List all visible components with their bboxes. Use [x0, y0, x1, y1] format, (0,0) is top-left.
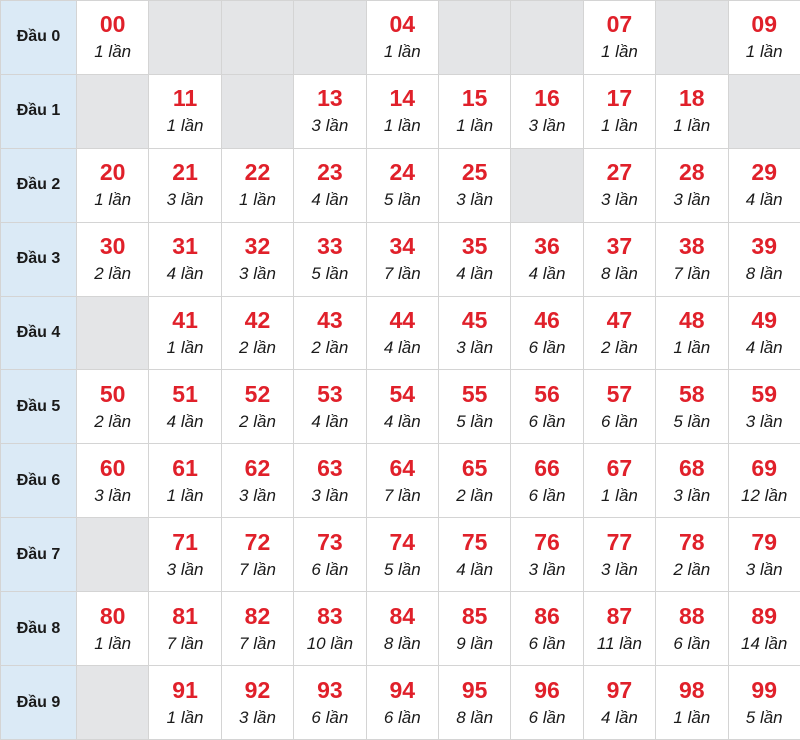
row-header: Đầu 0: [1, 1, 77, 75]
lottery-number: 27: [606, 159, 633, 186]
occurrence-count: 4 lần: [600, 707, 638, 727]
occurrence-count: 1 lần: [673, 338, 711, 357]
lottery-number: 34: [389, 233, 416, 260]
lottery-number: 41: [172, 307, 198, 333]
number-cell: [294, 74, 366, 148]
lottery-number: 61: [172, 454, 198, 481]
occurrence-count: 3 lần: [239, 485, 276, 505]
number-cell: [583, 518, 655, 592]
number-cell: [294, 444, 366, 518]
number-cell: [294, 370, 366, 444]
occurrence-count: 8 lần: [745, 264, 783, 284]
occurrence-count: 4 lần: [745, 190, 783, 210]
number-cell: [366, 518, 438, 592]
number-cell: [656, 74, 728, 148]
number-cell: [511, 296, 583, 370]
empty-cell: [438, 1, 510, 75]
lottery-number: 97: [606, 676, 633, 703]
occurrence-count: 3 lần: [239, 264, 276, 284]
number-cell: [583, 74, 655, 148]
occurrence-count: 8 lần: [456, 707, 494, 727]
lottery-number: 98: [679, 676, 705, 703]
lottery-number: 28: [679, 159, 705, 186]
occurrence-count: 4 lần: [383, 338, 421, 357]
lottery-number: 04: [389, 11, 416, 38]
lottery-number: 68: [679, 454, 705, 481]
row-header: Đầu 5: [1, 370, 77, 444]
row-header: Đầu 3: [1, 222, 77, 296]
number-cell: [511, 518, 583, 592]
occurrence-count: 2 lần: [94, 411, 132, 431]
lottery-number: 58: [679, 380, 705, 407]
number-cell: [728, 222, 800, 296]
occurrence-count: 3 lần: [673, 190, 711, 210]
number-cell: [511, 222, 583, 296]
lottery-number: 51: [172, 380, 198, 407]
occurrence-count: 6 lần: [311, 559, 349, 579]
occurrence-count: 3 lần: [311, 485, 349, 505]
number-cell: [366, 444, 438, 518]
number-cell: [366, 296, 438, 370]
occurrence-count: 2 lần: [94, 264, 132, 284]
lottery-number: 66: [534, 454, 560, 481]
lottery-number: 21: [172, 159, 198, 186]
number-cell: [149, 592, 221, 666]
number-cell: [728, 592, 800, 666]
occurrence-count: 3 lần: [166, 559, 204, 579]
occurrence-count: 3 lần: [745, 411, 783, 431]
occurrence-count: 7 lần: [383, 264, 421, 284]
row-header: Đầu 7: [1, 518, 77, 592]
table-body: [1, 1, 800, 740]
occurrence-count: 6 lần: [528, 338, 566, 357]
lottery-number: 64: [389, 454, 416, 481]
lottery-number: 84: [389, 602, 416, 629]
row-header: Đầu 2: [1, 148, 77, 222]
occurrence-count: 1 lần: [94, 42, 132, 62]
table-row: [1, 148, 800, 222]
number-cell: [583, 296, 655, 370]
number-cell: [149, 444, 221, 518]
lottery-number: 57: [606, 380, 633, 407]
row-header: Đầu 1: [1, 74, 77, 148]
number-cell: [366, 370, 438, 444]
occurrence-count: 4 lần: [456, 559, 494, 579]
lottery-number: 99: [751, 676, 777, 703]
number-cell: [511, 592, 583, 666]
number-cell: [583, 222, 655, 296]
number-cell: [366, 74, 438, 148]
lottery-number: 36: [534, 233, 560, 260]
number-cell: [511, 444, 583, 518]
lottery-number: 94: [389, 676, 416, 703]
number-cell: [728, 296, 800, 370]
lottery-number: 63: [317, 454, 343, 481]
lottery-number: 82: [244, 602, 271, 629]
number-cell: [366, 1, 438, 75]
number-cell: [294, 296, 366, 370]
number-cell: [77, 370, 149, 444]
table-row: [1, 444, 800, 518]
lottery-number: 35: [461, 233, 488, 260]
occurrence-count: 1 lần: [745, 42, 783, 62]
occurrence-count: 4 lần: [456, 264, 494, 284]
lottery-number: 43: [317, 307, 343, 333]
number-cell: [77, 222, 149, 296]
number-cell: [294, 148, 366, 222]
lottery-number: 24: [389, 159, 416, 186]
lottery-number: 91: [172, 676, 198, 703]
lottery-number: 72: [244, 528, 271, 555]
number-cell: [221, 444, 293, 518]
occurrence-count: 5 lần: [383, 559, 421, 579]
row-header: Đầu 6: [1, 444, 77, 518]
occurrence-count: 10 lần: [306, 633, 354, 653]
lottery-number: 23: [317, 159, 343, 186]
number-cell: [583, 592, 655, 666]
occurrence-count: 1 lần: [673, 707, 711, 727]
occurrence-count: 1 lần: [94, 190, 132, 210]
lottery-number: 18: [679, 85, 705, 112]
number-cell: [438, 518, 510, 592]
occurrence-count: 1 lần: [673, 116, 711, 136]
table-row: [1, 222, 800, 296]
number-cell: [438, 148, 510, 222]
number-cell: [583, 370, 655, 444]
lottery-number: 67: [606, 454, 633, 481]
lottery-number: 07: [606, 11, 633, 38]
occurrence-count: 3 lần: [528, 559, 566, 579]
lottery-number: 92: [244, 676, 271, 703]
lottery-number: 39: [751, 233, 777, 260]
occurrence-count: 4 lần: [383, 411, 421, 431]
number-cell: [728, 370, 800, 444]
occurrence-count: 3 lần: [311, 116, 349, 136]
empty-cell: [149, 1, 221, 75]
lottery-number: 50: [99, 380, 126, 407]
table-row: [1, 370, 800, 444]
empty-cell: [511, 1, 583, 75]
occurrence-count: 4 lần: [166, 264, 204, 284]
empty-cell: [77, 666, 149, 740]
lottery-number: 31: [172, 233, 198, 260]
lottery-number: 32: [244, 233, 271, 260]
lottery-number: 93: [317, 676, 343, 703]
table-row: [1, 666, 800, 740]
occurrence-count: 4 lần: [311, 190, 349, 210]
lottery-number: 14: [389, 85, 416, 112]
empty-cell: [77, 518, 149, 592]
number-cell: [294, 666, 366, 740]
number-cell: [728, 518, 800, 592]
number-cell: [294, 518, 366, 592]
lottery-number: 16: [534, 85, 560, 112]
lottery-number: 74: [389, 528, 416, 555]
lottery-number: 69: [751, 454, 777, 481]
number-cell: [221, 370, 293, 444]
occurrence-count: 1 lần: [600, 116, 638, 136]
lottery-number: 45: [461, 307, 488, 333]
row-header: Đầu 9: [1, 666, 77, 740]
occurrence-count: 6 lần: [311, 707, 349, 727]
occurrence-count: 1 lần: [383, 116, 421, 136]
occurrence-count: 5 lần: [311, 264, 349, 284]
occurrence-count: 6 lần: [673, 633, 711, 653]
table-row: [1, 74, 800, 148]
occurrence-count: 11 lần: [596, 633, 642, 653]
number-cell: [438, 370, 510, 444]
number-cell: [149, 296, 221, 370]
number-cell: [511, 666, 583, 740]
number-cell: [366, 148, 438, 222]
lottery-number: 22: [244, 159, 271, 186]
number-cell: [511, 370, 583, 444]
number-cell: [583, 444, 655, 518]
lottery-number: 77: [606, 528, 633, 555]
number-cell: [149, 148, 221, 222]
lottery-number: 53: [317, 380, 343, 407]
lottery-number: 52: [244, 380, 271, 407]
number-cell: [656, 148, 728, 222]
occurrence-count: 3 lần: [673, 485, 711, 505]
lottery-number: 95: [461, 676, 488, 703]
number-cell: [149, 518, 221, 592]
occurrence-count: 3 lần: [94, 485, 132, 505]
occurrence-count: 1 lần: [239, 190, 276, 210]
number-cell: [294, 592, 366, 666]
number-cell: [728, 1, 800, 75]
lottery-number: 85: [461, 602, 488, 629]
occurrence-count: 2 lần: [600, 338, 638, 357]
occurrence-count: 7 lần: [239, 559, 276, 579]
number-cell: [149, 370, 221, 444]
number-cell: [656, 518, 728, 592]
lottery-number: 54: [389, 380, 416, 407]
occurrence-count: 3 lần: [745, 559, 783, 579]
number-cell: [77, 1, 149, 75]
occurrence-count: 1 lần: [600, 42, 638, 62]
lottery-number: 15: [461, 85, 488, 112]
occurrence-count: 1 lần: [166, 707, 204, 727]
occurrence-count: 4 lần: [166, 411, 204, 431]
lottery-number: 73: [317, 528, 343, 555]
occurrence-count: 6 lần: [528, 411, 566, 431]
lottery-number: 87: [606, 602, 633, 629]
table-row: [1, 592, 800, 666]
lottery-number: 96: [534, 676, 560, 703]
occurrence-count: 6 lần: [528, 633, 566, 653]
lottery-number: 37: [606, 233, 633, 260]
occurrence-count: 3 lần: [600, 559, 638, 579]
lottery-number: 25: [461, 159, 488, 186]
number-cell: [583, 148, 655, 222]
occurrence-count: 6 lần: [600, 411, 638, 431]
occurrence-count: 6 lần: [528, 707, 566, 727]
lottery-number: 42: [244, 307, 271, 333]
number-cell: [511, 74, 583, 148]
occurrence-count: 2 lần: [456, 485, 494, 505]
empty-cell: [511, 148, 583, 222]
lottery-number: 29: [751, 159, 777, 186]
occurrence-count: 5 lần: [456, 411, 494, 431]
number-cell: [149, 222, 221, 296]
occurrence-count: 3 lần: [239, 707, 276, 727]
lottery-number: 78: [679, 528, 705, 555]
empty-cell: [656, 1, 728, 75]
occurrence-count: 3 lần: [456, 190, 494, 210]
occurrence-count: 1 lần: [166, 485, 204, 505]
occurrence-count: 5 lần: [745, 707, 783, 727]
number-cell: [149, 74, 221, 148]
occurrence-count: 6 lần: [383, 707, 421, 727]
lottery-number: 17: [606, 85, 633, 112]
number-cell: [728, 666, 800, 740]
lottery-number: 83: [317, 602, 343, 629]
number-cell: [438, 296, 510, 370]
number-cell: [728, 444, 800, 518]
lottery-number: 09: [751, 11, 777, 38]
number-cell: [656, 444, 728, 518]
occurrence-count: 6 lần: [528, 485, 566, 505]
occurrence-count: 7 lần: [166, 633, 204, 653]
number-cell: [221, 148, 293, 222]
number-cell: [221, 666, 293, 740]
occurrence-count: 14 lần: [741, 633, 788, 653]
number-cell: [221, 296, 293, 370]
lottery-number: 88: [679, 602, 705, 629]
lottery-number: 76: [534, 528, 560, 555]
occurrence-count: 1 lần: [456, 116, 494, 136]
lottery-number: 00: [99, 11, 126, 38]
number-cell: [77, 444, 149, 518]
number-cell: [77, 148, 149, 222]
lottery-number: 33: [317, 233, 343, 260]
empty-cell: [77, 296, 149, 370]
number-cell: [728, 148, 800, 222]
occurrence-count: 1 lần: [166, 116, 204, 136]
number-cell: [583, 666, 655, 740]
empty-cell: [77, 74, 149, 148]
lottery-number: 71: [172, 528, 198, 555]
empty-cell: [221, 74, 293, 148]
number-cell: [656, 296, 728, 370]
number-cell: [438, 444, 510, 518]
number-cell: [656, 592, 728, 666]
lottery-number: 11: [172, 85, 198, 112]
number-cell: [77, 592, 149, 666]
lottery-number: 79: [751, 528, 777, 555]
occurrence-count: 1 lần: [166, 338, 204, 357]
lottery-number: 48: [679, 307, 705, 333]
number-cell: [438, 592, 510, 666]
occurrence-count: 8 lần: [600, 264, 638, 284]
row-header: Đầu 8: [1, 592, 77, 666]
occurrence-count: 3 lần: [600, 190, 638, 210]
lottery-number: 62: [244, 454, 271, 481]
lottery-number: 80: [99, 602, 126, 629]
occurrence-count: 2 lần: [239, 411, 276, 431]
occurrence-count: 12 lần: [741, 485, 788, 505]
lottery-number: 75: [461, 528, 488, 555]
number-cell: [656, 666, 728, 740]
number-cell: [221, 222, 293, 296]
number-cell: [294, 222, 366, 296]
lottery-number: 81: [172, 602, 198, 629]
table-row: [1, 1, 800, 75]
occurrence-count: 2 lần: [311, 338, 349, 357]
lottery-number: 60: [99, 454, 126, 481]
lottery-number: 56: [534, 380, 560, 407]
number-cell: [366, 592, 438, 666]
occurrence-count: 4 lần: [311, 411, 349, 431]
occurrence-count: 9 lần: [456, 633, 494, 653]
lottery-number: 47: [606, 307, 633, 333]
occurrence-count: 4 lần: [528, 264, 566, 284]
number-cell: [366, 666, 438, 740]
number-cell: [221, 592, 293, 666]
lottery-number: 65: [461, 454, 488, 481]
occurrence-count: 1 lần: [94, 633, 132, 653]
number-cell: [438, 222, 510, 296]
number-cell: [656, 222, 728, 296]
empty-cell: [294, 1, 366, 75]
number-cell: [438, 666, 510, 740]
occurrence-count: 1 lần: [383, 42, 421, 62]
lottery-number: 38: [679, 233, 705, 260]
number-cell: [221, 518, 293, 592]
empty-cell: [221, 1, 293, 75]
lottery-number: 44: [389, 307, 416, 333]
occurrence-count: 7 lần: [383, 485, 421, 505]
lottery-number: 46: [534, 307, 560, 333]
lottery-number: 89: [751, 602, 777, 629]
number-cell: [583, 1, 655, 75]
lottery-number: 59: [751, 380, 777, 407]
lottery-number: 30: [99, 233, 126, 260]
occurrence-count: 3 lần: [456, 338, 494, 357]
occurrence-count: 1 lần: [600, 485, 638, 505]
lottery-number: 55: [461, 380, 488, 407]
lottery-number: 13: [317, 85, 343, 112]
number-cell: [149, 666, 221, 740]
occurrence-count: 5 lần: [383, 190, 421, 210]
occurrence-count: 3 lần: [528, 116, 566, 136]
number-cell: [366, 222, 438, 296]
occurrence-count: 4 lần: [745, 338, 783, 357]
table-row: [1, 518, 800, 592]
lottery-number: 49: [751, 307, 777, 333]
lottery-number: 20: [99, 159, 126, 186]
occurrence-count: 3 lần: [166, 190, 204, 210]
row-header: Đầu 4: [1, 296, 77, 370]
occurrence-count: 8 lần: [383, 633, 421, 653]
number-cell: [438, 74, 510, 148]
lottery-number: 86: [534, 602, 560, 629]
occurrence-count: 5 lần: [673, 411, 711, 431]
occurrence-count: 2 lần: [239, 338, 276, 357]
empty-cell: [728, 74, 800, 148]
number-cell: [656, 370, 728, 444]
table-row: [1, 296, 800, 370]
occurrence-count: 2 lần: [673, 559, 711, 579]
occurrence-count: 7 lần: [239, 633, 276, 653]
occurrence-count: 7 lần: [673, 264, 711, 284]
